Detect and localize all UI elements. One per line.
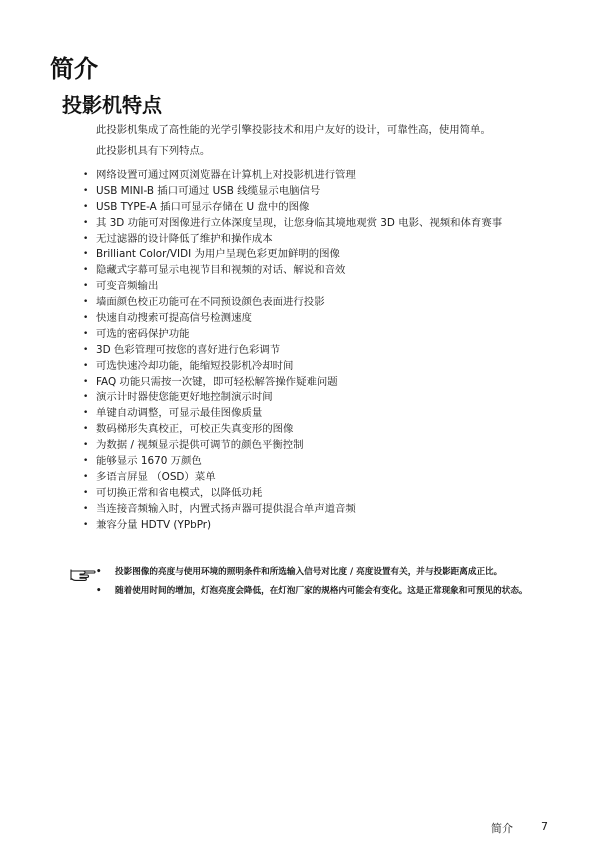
content-body <box>96 124 546 534</box>
feature-item: • 可选快速冷却功能，能缩短投影机冷却时间 <box>96 360 546 374</box>
feature-item: • 可选的密码保护功能 <box>96 328 546 342</box>
feature-list <box>96 169 546 532</box>
page-heading: 简介 <box>50 55 98 83</box>
feature-item: • 数码梯形失真校正，可校正失真变形的图像 <box>96 423 546 437</box>
feature-item: • 能够显示 1670 万颜色 <box>96 455 546 469</box>
feature-item: • 当连接音频输入时，内置式扬声器可提供混合单声道音频 <box>96 503 546 517</box>
intro-paragraph: 此投影机集成了高性能的光学引擎投影技术和用户友好的设计，可靠性高，使用简单。 <box>96 124 491 136</box>
feature-item: • USB MINI-B 插口可通过 USB 线缆显示电脑信号 <box>96 185 546 199</box>
feature-item: • 多语言屏显 （OSD）菜单 <box>96 471 546 485</box>
feature-item: • 无过滤器的设计降低了维护和操作成本 <box>96 233 546 247</box>
note-item: • 随着使用时间的增加，灯泡亮度会降低，在灯泡厂家的规格内可能会有变化。这是正常现象和可预见的状态。 <box>115 585 550 598</box>
feature-item: • Brilliant Color/VIDI 为用户呈现色彩更加鲜明的图像 <box>96 248 546 262</box>
feature-item: • 为数据 / 视频显示提供可调节的颜色平衡控制 <box>96 439 546 453</box>
section-heading: 投影机特点 <box>62 93 162 117</box>
feature-item: • 可切换正常和省电模式，以降低功耗 <box>96 487 546 501</box>
feature-item: • 可变音频输出 <box>96 280 546 294</box>
page-number: 7 <box>541 820 548 833</box>
feature-item: • 单键自动调整，可显示最佳图像质量 <box>96 407 546 421</box>
features-intro-paragraph: 此投影机具有下列特点。 <box>96 144 211 157</box>
notes-block <box>70 566 550 603</box>
feature-item: • 隐藏式字幕可显示电视节目和视频的对话、解说和音效 <box>96 264 546 278</box>
feature-item: • 演示计时器使您能更好地控制演示时间 <box>96 391 546 405</box>
footer-section-title: 简介 <box>491 822 513 835</box>
feature-item: • 墙面颜色校正功能可在不同预设颜色表面进行投影 <box>96 296 546 310</box>
pointing-hand-icon <box>70 566 96 582</box>
feature-item: • 网络设置可通过网页浏览器在计算机上对投影机进行管理 <box>96 169 546 183</box>
note-list <box>70 566 550 597</box>
feature-item: • 兼容分量 HDTV (YPbPr) <box>96 519 546 533</box>
feature-item: • FAQ 功能只需按一次键，即可轻松解答操作疑难问题 <box>96 376 546 390</box>
note-item: • 投影图像的亮度与使用环境的照明条件和所选输入信号对比度 / 亮度设置有关，并与投影距离成正比。 <box>115 566 550 579</box>
feature-item: • 3D 色彩管理可按您的喜好进行色彩调节 <box>96 344 546 358</box>
feature-item: • USB TYPE-A 插口可显示存储在 U 盘中的图像 <box>96 201 546 215</box>
feature-item: • 快速自动搜索可提高信号检测速度 <box>96 312 546 326</box>
feature-item: • 其 3D 功能可对图像进行立体深度呈现，让您身临其境地观赏 3D 电影、视频和体育赛事 <box>96 217 546 231</box>
